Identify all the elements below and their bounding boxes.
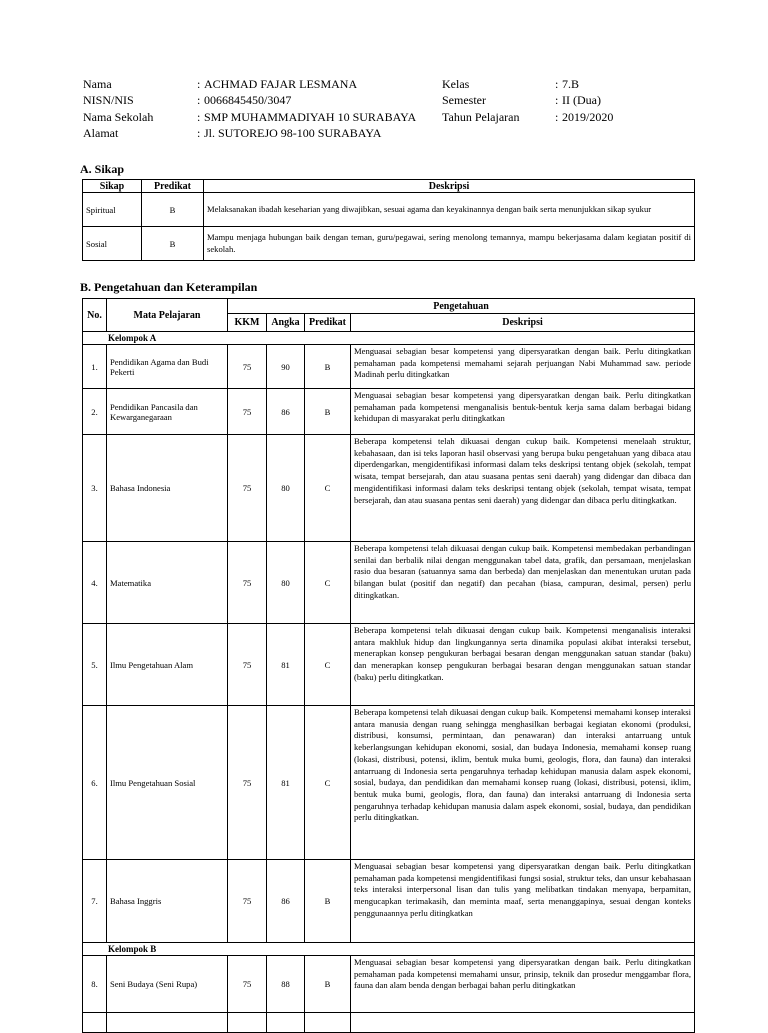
grade-value: C: [305, 435, 351, 542]
col-header-predikat: Predikat: [142, 180, 204, 193]
colon: :: [555, 77, 559, 91]
kkm-value: 75: [228, 389, 267, 435]
grade-value: C: [305, 542, 351, 624]
name-value: ACHMAD FAJAR LESMANA: [204, 77, 358, 91]
group-row-b: [83, 943, 695, 956]
table-row: [83, 227, 695, 261]
sikap-header-row: [83, 180, 695, 193]
table-row: [83, 389, 695, 435]
kkm-value: 75: [228, 860, 267, 943]
row-number: 4.: [83, 542, 107, 624]
name-label: Nama: [83, 77, 112, 91]
subject-name: Ilmu Pengetahuan Sosial: [107, 706, 228, 860]
kkm-value: 75: [228, 624, 267, 706]
sikap-grade: B: [142, 193, 204, 227]
colon: :: [555, 93, 559, 108]
score-value: 86: [267, 389, 305, 435]
table-row-partial: [83, 1013, 695, 1033]
sikap-description: Mampu menjaga hubungan baik dengan teman, guru/pegawai, sering menolong temannya, mampu bekerjasama dalam kegiatan positif di sekolah.: [204, 227, 695, 261]
colon: :: [197, 93, 201, 108]
year-label: Tahun Pelajaran: [442, 109, 520, 124]
group-label: Kelompok B: [83, 943, 695, 956]
col-header-sikap: Sikap: [83, 180, 142, 193]
subject-name: Ilmu Pengetahuan Alam: [107, 624, 228, 706]
school-label: Nama Sekolah: [83, 109, 154, 124]
subject-name: Bahasa Indonesia: [107, 435, 228, 542]
group-row-a: [83, 332, 695, 345]
col-header-predikat: Predikat: [305, 314, 351, 332]
score-value: 86: [267, 860, 305, 943]
kkm-value: 75: [228, 542, 267, 624]
sikap-grade: B: [142, 227, 204, 261]
col-header-kkm: KKM: [228, 314, 267, 332]
row-number: 2.: [83, 389, 107, 435]
subject-name: Bahasa Inggris: [107, 860, 228, 943]
row-number: 6.: [83, 706, 107, 860]
col-header-pengetahuan: Pengetahuan: [228, 299, 695, 314]
address-value: Jl. SUTOREJO 98-100 SURABAYA: [204, 125, 382, 140]
subject-description: Menguasai sebagian besar kompetensi yang dipersyaratkan dengan baik. Perlu ditingkatkan pemahaman pada kompetensi memahami sejarah perjuangan Nabi Muhammad saw. periode Madinah perlu ditingkatkan: [351, 345, 695, 389]
sikap-description: Melaksanakan ibadah keseharian yang diwajibkan, sesuai agama dan keyakinannya dengan baik serta menunjukkan sikap syukur: [204, 193, 695, 227]
kkm-value: 75: [228, 706, 267, 860]
table-row: [83, 706, 695, 860]
row-number: 5.: [83, 624, 107, 706]
col-header-angka: Angka: [267, 314, 305, 332]
subject-description: Beberapa kompetensi telah dikuasai dengan cukup baik. Kompetensi menganalisis interaksi antara makhluk hidup dan lingkungannya serta dinamika populasi akibat interaksi tersebut, menerapkan konsep pengukuran berbagai besaran dengan menggunakan satuan standar (baku) dan menerapkan konsep pengukuran berbagai besaran dengan menggunakan satuan standar (baku) perlu ditingkatkan.: [351, 624, 695, 706]
colon: :: [197, 109, 201, 124]
col-header-no: No.: [83, 299, 107, 332]
grade-value: B: [305, 860, 351, 943]
kkm-value: 75: [228, 345, 267, 389]
table-row: [83, 345, 695, 389]
colon: :: [555, 109, 559, 124]
row-number: 7.: [83, 860, 107, 943]
grade-value: C: [305, 624, 351, 706]
subject-name: Pendidikan Agama dan Budi Pekerti: [107, 345, 228, 389]
row-number: 8.: [83, 956, 107, 1013]
table-row: [83, 860, 695, 943]
subject-description: Menguasai sebagian besar kompetensi yang dipersyaratkan dengan baik. Perlu ditingkatkan pemahaman pada kompetensi memahami unsur, prinsip, teknik dan prosedur menggambar flora, fauna dan alam benda dengan berbagai bahan perlu ditingkatkan: [351, 956, 695, 1013]
grade-value: C: [305, 706, 351, 860]
subject-name: Matematika: [107, 542, 228, 624]
class-label: Kelas: [442, 77, 470, 91]
score-value: 80: [267, 542, 305, 624]
row-number: 3.: [83, 435, 107, 542]
score-value: 80: [267, 435, 305, 542]
colon: :: [197, 125, 201, 140]
col-header-mata-pelajaran: Mata Pelajaran: [107, 299, 228, 332]
year-value: 2019/2020: [562, 109, 614, 124]
address-label: Alamat: [83, 125, 119, 140]
semester-label: Semester: [442, 93, 486, 108]
school-value: SMP MUHAMMADIYAH 10 SURABAYA: [204, 109, 417, 124]
subject-name: Seni Budaya (Seni Rupa): [107, 956, 228, 1013]
section-heading-pengetahuan: B. Pengetahuan dan Keterampilan: [80, 280, 258, 294]
table-row: [83, 193, 695, 227]
nisn-label: NISN/NIS: [83, 93, 134, 108]
kkm-value: 75: [228, 435, 267, 542]
score-value: 88: [267, 956, 305, 1013]
grade-value: B: [305, 345, 351, 389]
subject-name: Pendidikan Pancasila dan Kewarganegaraan: [107, 389, 228, 435]
group-label: Kelompok A: [83, 332, 695, 345]
col-header-deskripsi: Deskripsi: [351, 314, 695, 332]
subject-description: Beberapa kompetensi telah dikuasai dengan cukup baik. Kompetensi membedakan perbandingan senilai dan berbalik nilai dengan menggunakan tabel data, grafik, dan persamaan, menjelaskan rasio dua besaran (satuannya sama dan berbeda) dan menjelaskan dan menentukan urutan pada bilangan bulat (positif dan negatif) dan pecahan (biasa, campuran, desimal, persen) perlu ditingkatkan.: [351, 542, 695, 624]
grade-value: B: [305, 956, 351, 1013]
sikap-aspect: Sosial: [83, 227, 142, 261]
colon: :: [197, 77, 201, 91]
subject-description: Beberapa kompetensi telah dikuasai dengan cukup baik. Kompetensi memahami konsep interaksi antara manusia dengan ruang sehingga menghasilkan berbagai kegiatan ekonomi (produksi, distribusi, konsumsi, permintaan, dan penawaran) dan interaksi antarruang untuk keberlangsungan kehidupan ekonomi, sosial, dan budaya Indonesia, memahami konsep ruang (lokasi, distribusi, potensi, iklim, bentuk muka bumi, geologis, flora, dan fauna) dan interaksi antarruang di Indonesia serta pengaruhnya terhadap kehidupan manusia dalam aspek ekonomi, sosial, budaya, dan pendidikan dan memahami konsep ruang (lokasi, distribusi, potensi, iklim, bentuk muka bumi, geologis, flora, dan fauna) dan interaksi antarruang di Indonesia serta pengaruhnya terhadap kehidupan manusia dalam aspek ekonomi, sosial, budaya, dan pendidikan perlu ditingkatkan.: [351, 706, 695, 860]
class-value: 7.B: [562, 77, 580, 91]
table-row: [83, 624, 695, 706]
subject-description: Menguasai sebagian besar kompetensi yang dipersyaratkan dengan baik. Perlu ditingkatkan pemahaman pada kompetensi menganalisis bentuk-bentuk kerja sama dalam berbagai bidang kehidupan di masyarakat perlu ditingkatkan: [351, 389, 695, 435]
row-number: 1.: [83, 345, 107, 389]
sikap-table: [82, 179, 695, 261]
score-value: 90: [267, 345, 305, 389]
sikap-aspect: Spiritual: [83, 193, 142, 227]
table-row: [83, 542, 695, 624]
section-heading-sikap: A. Sikap: [80, 162, 125, 176]
kkm-value: 75: [228, 956, 267, 1013]
pengetahuan-header-row-1: [83, 299, 695, 314]
score-value: 81: [267, 706, 305, 860]
table-row: [83, 956, 695, 1013]
subject-description: Menguasai sebagian besar kompetensi yang dipersyaratkan dengan baik. Perlu ditingkatkan pemahaman pada kompetensi mengidentifikasi fungsi sosial, struktur teks, dan unsur kebahasaan teks interaksi interpersonal lisan dan tulis yang melibatkan tindakan menyapa, berpamitan, mengucapkan terimakasih, dan meminta maaf, serta menanggapinya, sesuai dengan konteks penggunaannya perlu ditingkatkan: [351, 860, 695, 943]
grade-value: B: [305, 389, 351, 435]
col-header-deskripsi: Deskripsi: [204, 180, 695, 193]
semester-value: II (Dua): [562, 93, 601, 108]
pengetahuan-table: [82, 298, 695, 1033]
score-value: 81: [267, 624, 305, 706]
table-row: [83, 435, 695, 542]
nisn-value: 0066845450/3047: [204, 93, 292, 108]
subject-description: Beberapa kompetensi telah dikuasai dengan cukup baik. Kompetensi menelaah struktur, kebahasaan, dan isi teks laporan hasil observasi yang berupa buku pengetahuan yang dibaca atau diperdengarkan, mengidentifikasi informasi dalam teks deskripsi tentang objek (sekolah, tempat wisata, tempat bersejarah, dan atau suasana pentas seni daerah) yang didengar dan dibaca dan mengidentifikasi informasi dalam teks deskripsi tentang objek (sekolah, tempat wisata, tempat bersejarah, dan atau suasana pentas seni daerah) yang didengar dan dibaca perlu ditingkatkan.: [351, 435, 695, 542]
